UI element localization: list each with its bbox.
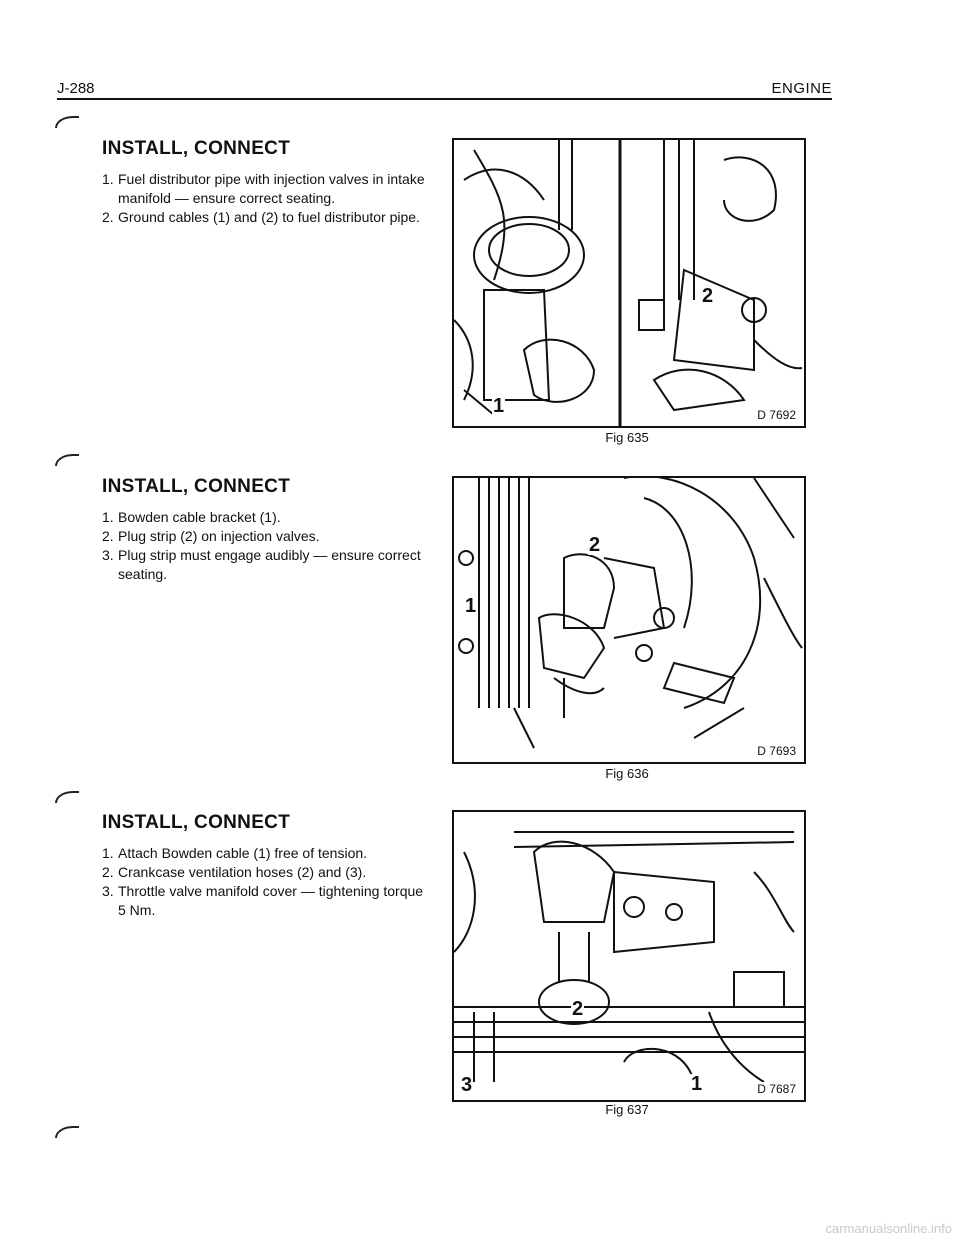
figure-caption: Fig 636 [605, 766, 649, 781]
step-list [102, 844, 427, 920]
step-item: 3. Throttle valve manifold cover — tightening torque 5 Nm. [102, 883, 424, 918]
margin-mark [55, 454, 79, 466]
figure-635-image [452, 138, 806, 428]
figure-637-image [452, 810, 806, 1102]
margin-mark [55, 791, 79, 803]
page-header [57, 76, 832, 100]
margin-mark [55, 116, 79, 128]
figure-code: D 7687 [757, 1082, 796, 1096]
instruction-section-2 [102, 476, 427, 584]
callout-2: 2 [702, 285, 714, 307]
step-item: 1. Fuel distributor pipe with injection valves in intake manifold — ensure correct seating. [102, 171, 425, 206]
step-item: 2. Ground cables (1) and (2) to fuel distributor pipe. [102, 209, 420, 225]
instruction-section-3 [102, 812, 427, 920]
page-number: J-288 [57, 80, 95, 97]
figure-636-image [452, 476, 806, 764]
step-list [102, 170, 427, 227]
figure-code: D 7693 [757, 744, 796, 758]
step-item: 3. Plug strip must engage audibly — ensure correct seating. [102, 547, 421, 582]
callout-2: 2 [589, 534, 601, 556]
figure-code: D 7692 [757, 408, 796, 422]
callout-1: 1 [465, 595, 477, 617]
step-item: 1. Bowden cable bracket (1). [102, 509, 281, 525]
callout-2: 2 [572, 998, 584, 1020]
watermark: carmanualsonline.info [825, 1221, 952, 1236]
margin-mark [55, 1126, 79, 1138]
callout-1: 1 [493, 395, 505, 417]
section-title: INSTALL, CONNECT [102, 138, 291, 159]
figure-caption: Fig 637 [605, 1102, 649, 1117]
callout-3: 3 [461, 1074, 473, 1096]
section-title: INSTALL, CONNECT [102, 812, 291, 833]
section-title: INSTALL, CONNECT [102, 476, 291, 497]
step-list [102, 508, 427, 584]
step-item: 1. Attach Bowden cable (1) free of tension. [102, 845, 368, 861]
figure-caption: Fig 635 [605, 430, 649, 445]
callout-1: 1 [691, 1073, 703, 1095]
chapter-title: ENGINE [771, 80, 832, 97]
instruction-section-1 [102, 138, 427, 227]
step-item: 2. Plug strip (2) on injection valves. [102, 528, 320, 544]
step-item: 2. Crankcase ventilation hoses (2) and (3). [102, 864, 367, 880]
